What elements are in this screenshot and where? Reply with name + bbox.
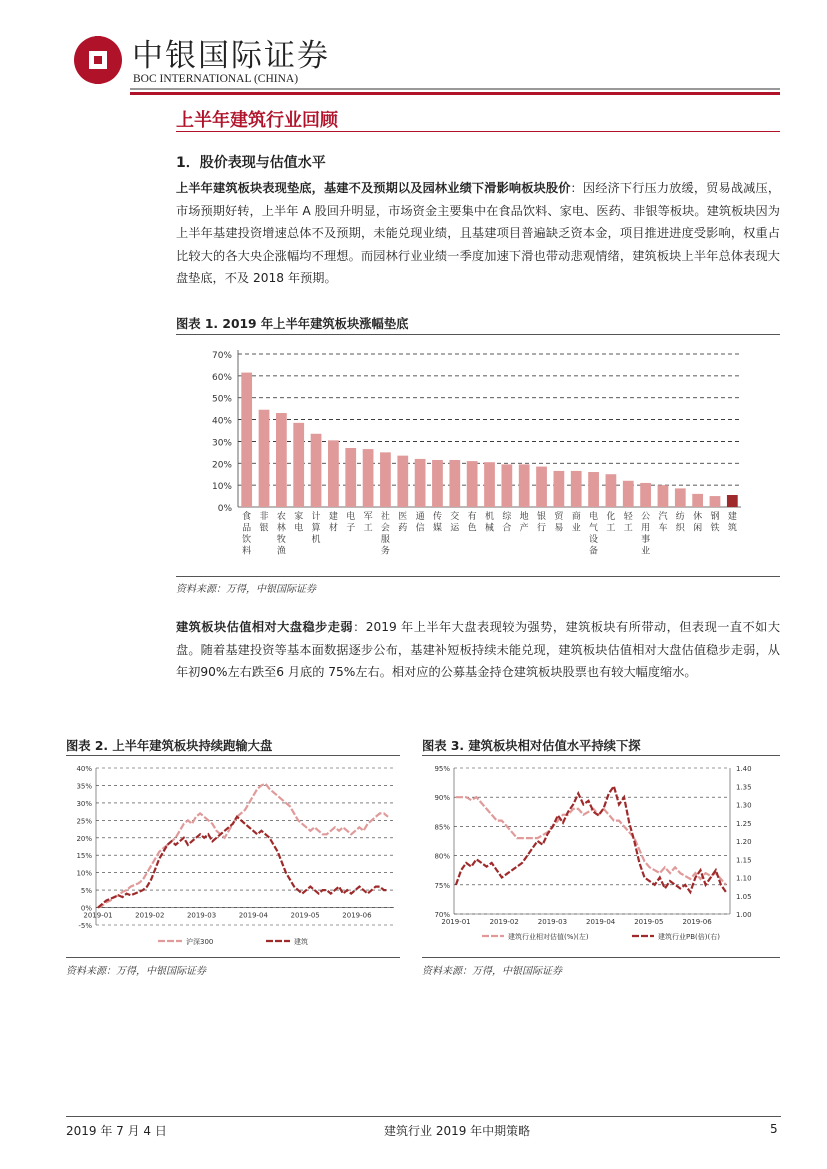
footer-date: 2019 年 7 月 4 日 bbox=[66, 1124, 167, 1138]
subsection-title: 1．股价表现与估值水平 bbox=[176, 155, 326, 171]
bar-农林牧渔 bbox=[276, 413, 287, 507]
y-tick-label: 30% bbox=[211, 438, 232, 449]
x-tick-label-char: 用 bbox=[641, 523, 651, 534]
x-tick-label-char: 料 bbox=[242, 546, 252, 557]
legend-label: 建筑行业PB(倍)(右) bbox=[658, 933, 720, 941]
x-tick-label-char: 建 bbox=[727, 512, 737, 522]
y-tick-label: 25% bbox=[76, 817, 92, 826]
x-tick-label: 2019-04 bbox=[238, 911, 268, 920]
bar-医药 bbox=[397, 456, 408, 507]
bar-汽车 bbox=[658, 485, 669, 507]
bar-电子 bbox=[345, 448, 356, 507]
x-tick-label-char: 运 bbox=[450, 523, 460, 534]
x-tick-label-char: 机 bbox=[311, 535, 321, 545]
x-tick-label-char: 汽 bbox=[658, 512, 668, 522]
x-tick-label-char: 子 bbox=[346, 523, 356, 534]
x-tick-label-char: 银 bbox=[259, 523, 269, 534]
y-left-tick-label: 80% bbox=[434, 852, 450, 861]
x-tick-label-char: 筑 bbox=[727, 523, 737, 534]
y-left-tick-label: 90% bbox=[434, 794, 450, 803]
y-right-tick-label: 1.20 bbox=[736, 838, 752, 846]
bar-家电 bbox=[293, 423, 304, 507]
x-tick-label-char: 食 bbox=[242, 512, 252, 522]
x-tick-label-char: 纺 bbox=[675, 512, 685, 522]
x-tick-label-char: 服 bbox=[380, 535, 390, 545]
y-tick-label: 40% bbox=[76, 765, 92, 773]
y-right-tick-label: 1.10 bbox=[736, 874, 752, 883]
y-tick-label: 40% bbox=[211, 416, 232, 427]
x-tick-label-char: 设 bbox=[589, 535, 599, 545]
x-tick-label-char: 业 bbox=[571, 523, 581, 534]
bar-综合 bbox=[501, 464, 512, 507]
x-tick-label-char: 气 bbox=[589, 523, 599, 534]
x-tick-label-char: 综 bbox=[502, 512, 512, 522]
x-tick-label-char: 机 bbox=[484, 512, 495, 522]
bar-军工 bbox=[363, 449, 374, 507]
x-tick-label-char: 计 bbox=[311, 512, 321, 522]
x-tick-label-char: 合 bbox=[502, 523, 512, 534]
brand-name-en: BOC INTERNATIONAL (CHINA) bbox=[133, 73, 299, 85]
x-tick-label-char: 备 bbox=[589, 546, 599, 557]
x-tick-label-char: 林 bbox=[276, 523, 286, 534]
figure-1-title: 图表 1. 2019 年上半年建筑板块涨幅垫底 bbox=[176, 317, 409, 331]
bar-交运 bbox=[449, 460, 460, 507]
figure-3-top-rule bbox=[422, 755, 780, 756]
x-tick-label-char: 会 bbox=[380, 523, 390, 534]
figure-1-top-rule bbox=[176, 334, 780, 335]
x-tick-label-char: 化 bbox=[606, 512, 616, 522]
figure-1-bar-chart bbox=[176, 340, 780, 575]
x-tick-label-char: 铁 bbox=[710, 523, 720, 534]
y-left-tick-label: 70% bbox=[434, 911, 450, 919]
y-tick-label: 0% bbox=[217, 504, 232, 514]
boc-logo-icon bbox=[74, 36, 122, 84]
brand-name-cn: 中银国际证券 bbox=[132, 38, 330, 74]
x-tick-label: 2019-05 bbox=[290, 911, 320, 920]
paragraph-2-lead: 建筑板块估值相对大盘稳步走弱 bbox=[176, 620, 354, 634]
x-tick-label-char: 医 bbox=[398, 512, 408, 522]
x-tick-label-char: 产 bbox=[519, 523, 529, 534]
x-tick-label-char: 通 bbox=[415, 512, 425, 522]
bar-电气设备 bbox=[588, 472, 599, 507]
x-tick-label: 2019-05 bbox=[634, 918, 664, 926]
x-tick-label-char: 车 bbox=[658, 523, 668, 534]
page-number: 5 bbox=[770, 1122, 778, 1136]
x-tick-label-char: 商 bbox=[571, 512, 581, 522]
y-right-tick-label: 1.35 bbox=[736, 783, 752, 792]
figure-3-bottom-rule bbox=[422, 957, 780, 958]
figure-2-bottom-rule bbox=[66, 957, 400, 958]
bar-机械 bbox=[484, 462, 495, 507]
section-title: 上半年建筑行业回顾 bbox=[176, 110, 338, 131]
x-tick-label-char: 工 bbox=[606, 523, 616, 534]
figure-3-title: 图表 3. 建筑板块相对估值水平持续下探 bbox=[422, 739, 641, 753]
figure-3-source: 资料来源：万得，中银国际证券 bbox=[422, 966, 562, 977]
y-left-tick-label: 85% bbox=[434, 823, 450, 832]
x-tick-label: 2019-03 bbox=[537, 918, 568, 926]
x-tick-label-char: 织 bbox=[675, 523, 685, 534]
x-tick-label: 2019-02 bbox=[135, 911, 165, 920]
bar-轻工 bbox=[623, 481, 634, 507]
bar-非银 bbox=[259, 410, 270, 507]
figure-2-title: 图表 2. 上半年建筑板块持续跑输大盘 bbox=[66, 739, 273, 753]
bar-商业 bbox=[571, 471, 582, 507]
x-tick-label-char: 电 bbox=[346, 512, 356, 522]
y-tick-label: 30% bbox=[76, 799, 92, 808]
x-tick-label-char: 工 bbox=[363, 523, 373, 534]
figure-2-line-chart bbox=[66, 760, 400, 955]
figure-2-source: 资料来源：万得，中银国际证券 bbox=[66, 966, 206, 977]
paragraph-1 bbox=[176, 177, 780, 290]
bar-贸易 bbox=[554, 471, 565, 507]
bar-公用事业 bbox=[640, 483, 651, 507]
x-tick-label: 2019-06 bbox=[682, 918, 712, 926]
legend-label: 沪深300 bbox=[186, 938, 214, 946]
x-tick-label-char: 交 bbox=[450, 512, 460, 522]
y-right-tick-label: 1.05 bbox=[736, 892, 752, 901]
series-line-沪深300 bbox=[98, 784, 388, 908]
figure-2-top-rule bbox=[66, 755, 400, 756]
x-tick-label-char: 务 bbox=[380, 546, 390, 557]
x-tick-label-char: 地 bbox=[519, 512, 529, 522]
x-tick-label-char: 色 bbox=[467, 523, 477, 534]
paragraph-2 bbox=[176, 616, 780, 684]
paragraph-2-body: ：2019 年上半年大盘表现较为强势，建筑板块有所带动，但表现一直不如大盘。随着基建投资等基本面数据逐步公布，基建补短板持续未能兑现，建筑板块估值相对大盘估值稳步走弱，从年初90%左右跌至6 月底的 75%左右。相对应的公募基金持仓建筑板块股票也有较大幅度缩水。 bbox=[176, 620, 781, 679]
y-tick-label: 15% bbox=[76, 852, 92, 861]
x-tick-label: 2019-04 bbox=[586, 918, 616, 926]
x-tick-label-char: 药 bbox=[398, 523, 408, 534]
y-left-tick-label: 95% bbox=[434, 765, 450, 773]
y-right-tick-label: 1.25 bbox=[736, 819, 752, 828]
x-tick-label-char: 算 bbox=[311, 523, 321, 534]
x-tick-label-char: 事 bbox=[641, 535, 651, 545]
x-tick-label-char: 电 bbox=[589, 512, 599, 522]
x-tick-label-char: 农 bbox=[276, 512, 286, 522]
y-tick-label: 10% bbox=[76, 869, 92, 878]
x-tick-label-char: 家 bbox=[294, 512, 304, 522]
x-tick-label-char: 械 bbox=[484, 523, 495, 534]
x-tick-label-char: 饮 bbox=[242, 535, 252, 545]
legend-label: 建筑 bbox=[294, 938, 308, 946]
x-tick-label-char: 有 bbox=[467, 512, 477, 522]
x-tick-label-char: 闲 bbox=[693, 523, 703, 534]
x-tick-label-char: 牧 bbox=[276, 535, 286, 545]
section-title-underline bbox=[176, 131, 780, 132]
bar-有色 bbox=[467, 461, 478, 507]
y-tick-label: 0% bbox=[80, 904, 92, 913]
y-tick-label: 35% bbox=[76, 782, 92, 791]
bar-计算机 bbox=[311, 434, 322, 507]
x-tick-label-char: 贸 bbox=[554, 512, 564, 522]
bar-食品饮料 bbox=[241, 373, 252, 507]
y-tick-label: 10% bbox=[211, 482, 232, 493]
figure-1-bottom-rule bbox=[176, 576, 780, 577]
x-tick-label-char: 电 bbox=[294, 523, 304, 534]
bar-化工 bbox=[606, 474, 617, 507]
x-tick-label-char: 传 bbox=[432, 512, 442, 522]
x-tick-label-char: 建 bbox=[328, 512, 338, 522]
x-tick-label-char: 媒 bbox=[432, 523, 442, 534]
figure-1-source: 资料来源：万得，中银国际证券 bbox=[176, 584, 316, 595]
y-tick-label: -5% bbox=[78, 922, 92, 930]
x-tick-label-char: 易 bbox=[554, 523, 564, 534]
x-tick-label: 2019-03 bbox=[186, 911, 217, 920]
bar-纺织 bbox=[675, 488, 686, 507]
x-tick-label-char: 休 bbox=[693, 512, 703, 522]
y-tick-label: 50% bbox=[211, 394, 232, 405]
y-right-tick-label: 1.00 bbox=[736, 911, 752, 919]
x-tick-label-char: 行 bbox=[537, 523, 547, 534]
x-tick-label-char: 业 bbox=[641, 546, 651, 557]
bar-建筑 bbox=[727, 495, 738, 507]
bar-银行 bbox=[536, 467, 547, 507]
x-tick-label: 2019-02 bbox=[489, 918, 519, 926]
x-tick-label-char: 公 bbox=[641, 512, 651, 522]
x-tick-label-char: 轻 bbox=[623, 512, 633, 522]
x-tick-label-char: 品 bbox=[242, 523, 252, 534]
paragraph-1-body: ：因经济下行压力放缓，贸易战减压，市场预期好转，上半年 A 股回升明显，市场资金主要集中在食品饮料、家电、医药、非银等板块。建筑板块因为上半年基建投资增速总体不及预期，未能兑现业绩，且基建项目普遍缺乏资本金，项目推进进度受影响，权重占比较大的各大央企涨幅均不理想。而园林行业业绩一季度加速下滑也带动悲观情绪，建筑板块上半年总体表现大盘垫底，不及 2018 年预期。 bbox=[176, 181, 781, 285]
header-divider bbox=[130, 88, 780, 90]
paragraph-1-lead: 上半年建筑板块表现垫底，基建不及预期以及园林业绩下滑影响板块股价 bbox=[176, 181, 571, 195]
x-tick-label: 2019-01 bbox=[83, 911, 113, 920]
footer-title: 建筑行业 2019 年中期策略 bbox=[384, 1124, 531, 1138]
header-divider-accent bbox=[130, 92, 780, 95]
x-tick-label: 2019-06 bbox=[342, 911, 372, 920]
bar-传媒 bbox=[432, 460, 443, 507]
x-tick-label: 2019-01 bbox=[441, 918, 471, 926]
y-tick-label: 70% bbox=[211, 351, 232, 361]
y-left-tick-label: 75% bbox=[434, 881, 450, 890]
bar-建材 bbox=[328, 440, 339, 507]
x-tick-label-char: 材 bbox=[328, 523, 338, 534]
y-tick-label: 20% bbox=[76, 834, 92, 843]
footer-divider bbox=[66, 1116, 781, 1117]
x-tick-label-char: 军 bbox=[363, 512, 373, 522]
y-right-tick-label: 1.30 bbox=[736, 801, 752, 810]
y-tick-label: 20% bbox=[211, 460, 232, 471]
x-tick-label-char: 渔 bbox=[276, 546, 286, 557]
x-tick-label-char: 钢 bbox=[710, 512, 720, 522]
y-tick-label: 60% bbox=[211, 372, 232, 383]
bar-通信 bbox=[415, 459, 426, 507]
bar-地产 bbox=[519, 464, 530, 507]
legend-label: 建筑行业相对估值(%)(左) bbox=[508, 933, 589, 941]
y-right-tick-label: 1.40 bbox=[736, 765, 752, 773]
bar-钢铁 bbox=[710, 496, 721, 507]
bar-休闲 bbox=[692, 494, 703, 507]
x-tick-label-char: 信 bbox=[415, 523, 425, 534]
y-tick-label: 5% bbox=[80, 887, 92, 896]
x-tick-label-char: 银 bbox=[537, 512, 547, 522]
series-line-建筑 bbox=[98, 817, 388, 908]
figure-3-line-chart bbox=[422, 760, 780, 955]
x-tick-label-char: 工 bbox=[623, 523, 633, 534]
x-tick-label-char: 社 bbox=[380, 512, 390, 522]
y-right-tick-label: 1.15 bbox=[736, 856, 752, 865]
x-tick-label-char: 非 bbox=[259, 512, 269, 522]
bar-社会服务 bbox=[380, 452, 391, 507]
